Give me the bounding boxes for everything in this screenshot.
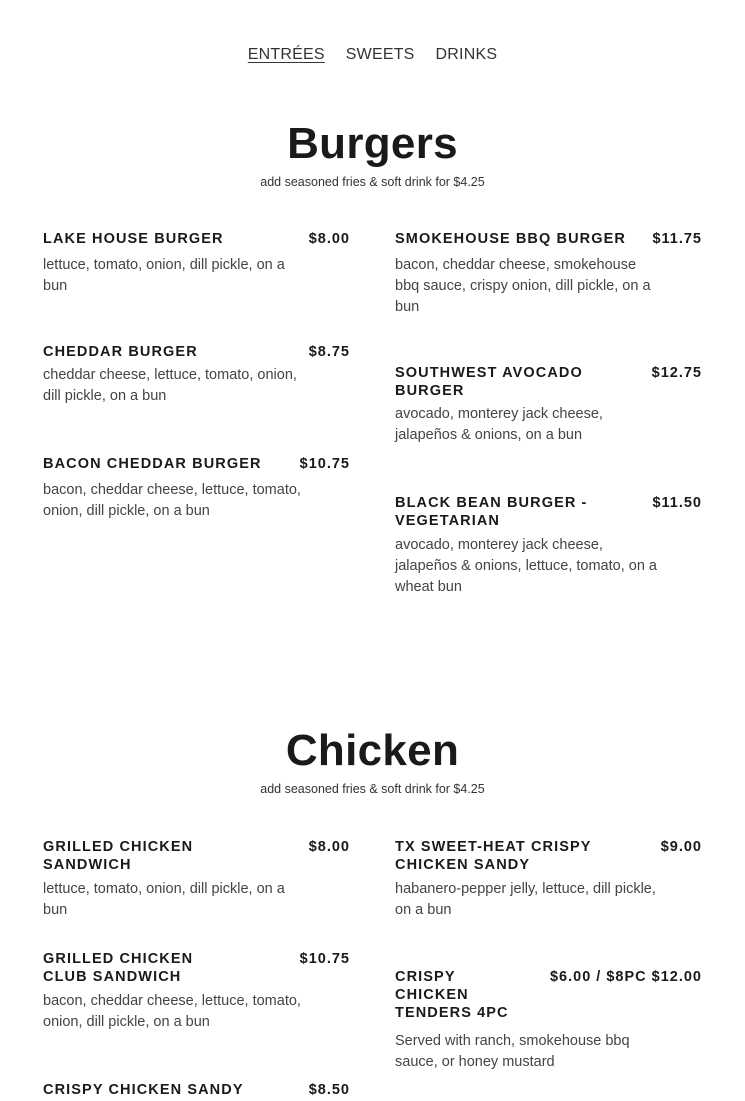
menu-item (43, 950, 350, 1033)
menu-item (395, 838, 702, 921)
item-description: bacon, cheddar cheese, smokehouse bbq sauce, crispy onion, dill pickle, on a bun (395, 257, 651, 315)
item-name: CRISPY CHICKEN TENDERS 4PC (395, 969, 509, 1021)
item-name: CRISPY CHICKEN SANDY (43, 1082, 244, 1098)
burgers-section (0, 119, 745, 189)
menu-item (43, 455, 350, 522)
menu-item (395, 364, 702, 446)
item-price: $8.50 (308, 1082, 350, 1098)
menu-item (43, 230, 350, 297)
item-description: avocado, monterey jack cheese, jalapeños & onions, on a bun (395, 406, 603, 443)
item-name: LAKE HOUSE BURGER (43, 231, 224, 247)
section-subtitle: add seasoned fries & soft drink for $4.25 (260, 175, 485, 189)
section-title: Burgers (287, 119, 458, 168)
item-name: GRILLED CHICKEN SANDWICH (43, 839, 194, 873)
item-price: $8.00 (308, 839, 350, 855)
menu-item (43, 343, 350, 407)
nav-drinks-link[interactable]: DRINKS (435, 46, 498, 63)
item-name: GRILLED CHICKEN CLUB SANDWICH (43, 951, 194, 985)
item-price: $10.75 (299, 456, 350, 472)
menu-item (395, 494, 702, 598)
item-price: $6.00 / $8PC $12.00 (549, 969, 702, 985)
item-price: $11.75 (652, 231, 702, 247)
menu-category-nav (0, 46, 745, 64)
item-name: SMOKEHOUSE BBQ BURGER (395, 231, 626, 247)
item-description: cheddar cheese, lettuce, tomato, onion, dill pickle, on a bun (43, 367, 297, 404)
nav-sweets-link[interactable]: SWEETS (345, 46, 415, 63)
item-description: avocado, monterey jack cheese, jalapeños & onions, lettuce, tomato, on a wheat bun (395, 537, 657, 595)
item-price: $8.00 (308, 231, 350, 247)
item-price: $8.75 (308, 344, 350, 360)
item-description: Served with ranch, smokehouse bbq sauce, or honey mustard (395, 1033, 630, 1070)
item-price: $12.75 (651, 365, 702, 381)
item-name: BACON CHEDDAR BURGER (43, 456, 262, 472)
item-description: bacon, cheddar cheese, lettuce, tomato, onion, dill pickle, on a bun (43, 482, 301, 519)
menu-item (43, 1081, 350, 1099)
item-price: $9.00 (660, 839, 702, 855)
chicken-section (0, 726, 745, 796)
item-name: BLACK BEAN BURGER - VEGETARIAN (395, 495, 588, 529)
item-description: lettuce, tomato, onion, dill pickle, on a bun (43, 881, 285, 918)
item-price: $11.50 (652, 495, 702, 511)
item-name: SOUTHWEST AVOCADO BURGER (395, 365, 583, 399)
section-subtitle: add seasoned fries & soft drink for $4.25 (260, 782, 485, 796)
item-description: habanero-pepper jelly, lettuce, dill pickle, on a bun (395, 881, 656, 918)
menu-item (395, 230, 702, 318)
item-name: CHEDDAR BURGER (43, 344, 198, 360)
menu-item (43, 838, 350, 921)
item-description: bacon, cheddar cheese, lettuce, tomato, onion, dill pickle, on a bun (43, 993, 301, 1030)
item-name: TX SWEET-HEAT CRISPY CHICKEN SANDY (395, 839, 592, 873)
nav-entrees-link[interactable]: ENTRÉES (247, 46, 325, 63)
item-price: $10.75 (299, 951, 350, 967)
section-title: Chicken (285, 726, 460, 775)
menu-item (395, 968, 702, 1073)
item-description: lettuce, tomato, onion, dill pickle, on a bun (43, 257, 285, 294)
